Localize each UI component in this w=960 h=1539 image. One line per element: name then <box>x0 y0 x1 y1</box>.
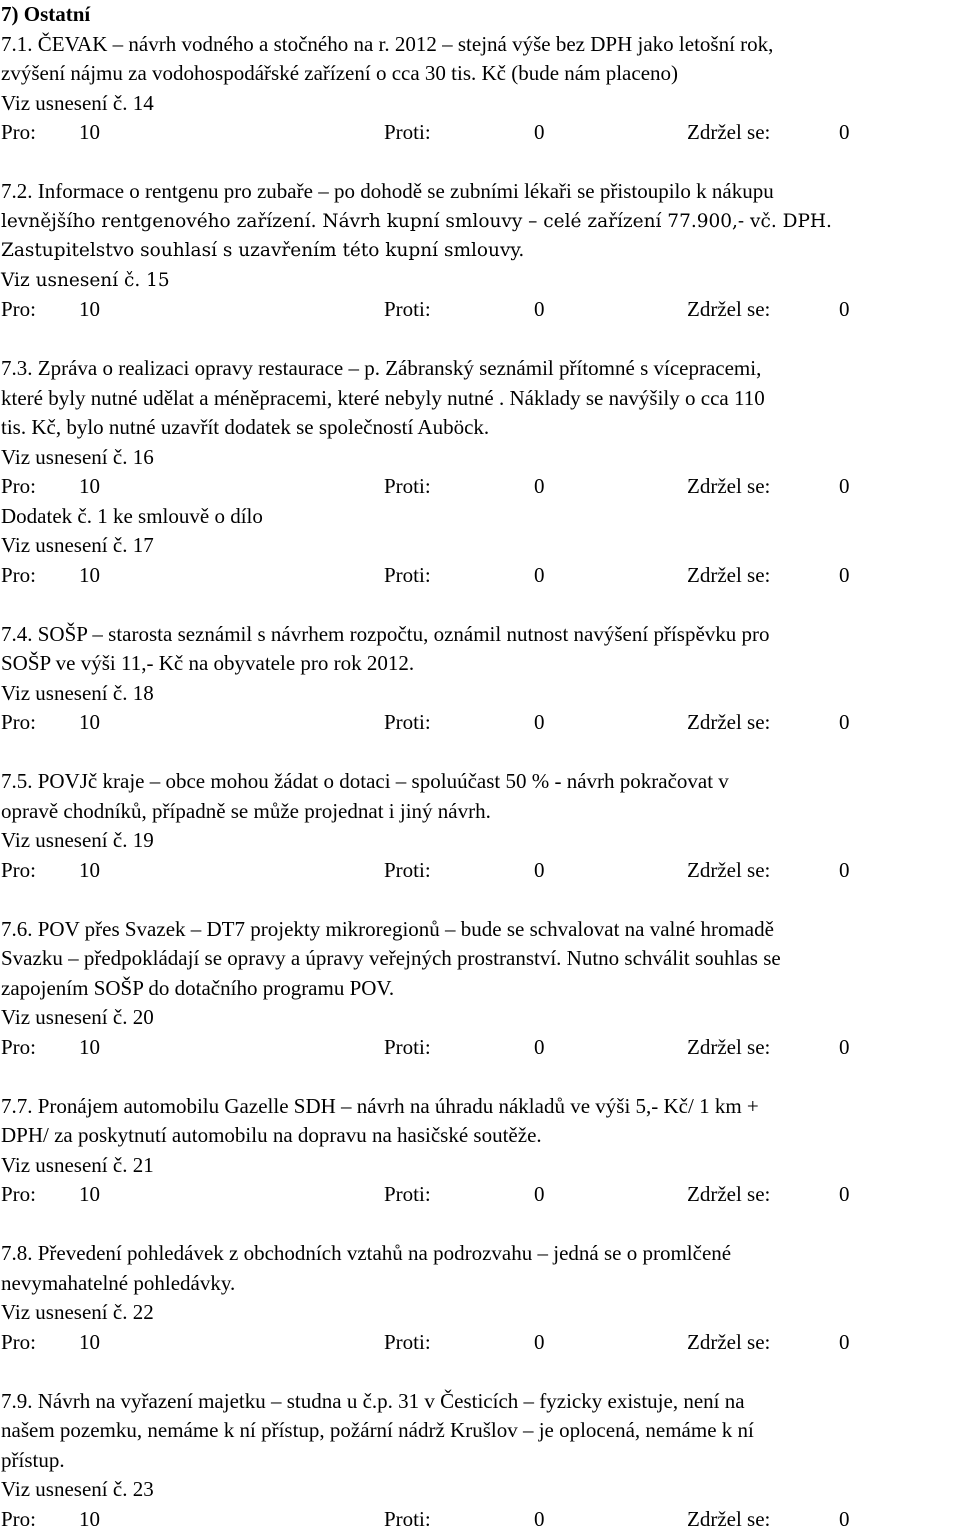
vote-row <box>1 708 959 738</box>
vote-proti-count: 0 <box>534 857 545 882</box>
resolution-ref: Viz usnesení č. 22 <box>1 1300 154 1324</box>
amendment-note: Dodatek č. 1 ke smlouvě o dílo <box>1 503 263 528</box>
vote-zdrzel-label: Zdržel se: <box>687 1182 771 1206</box>
vote-pro-count: 10 <box>79 1506 100 1531</box>
vote-proti-count: 0 <box>534 474 545 498</box>
resolution-ref: Viz usnesení č. 21 <box>1 1152 154 1177</box>
vote-pro-count: 10 <box>79 562 100 587</box>
spacer <box>1 885 959 915</box>
vote-row <box>1 1505 959 1535</box>
text-line: DPH/ za poskytnutí automobilu na dopravu na hasičské soutěže. <box>1 1123 542 1147</box>
text-line: levnějšího rentgenového zařízení. Návrh kupní smlouvy – celé zařízení 77.900,- vč. DPH. <box>1 210 832 232</box>
vote-proti-count: 0 <box>534 1034 545 1059</box>
section-heading: 7) Ostatní <box>1 2 91 26</box>
text-line: 7.8. Převedení pohledávek z obchodních vztahů na podrozvahu – jedná se o promlčené <box>1 1241 732 1265</box>
vote-row <box>1 118 959 148</box>
spacer <box>1 590 959 620</box>
spacer <box>1 738 959 768</box>
resolution-ref: Viz usnesení č. 23 <box>1 1477 154 1501</box>
text-line: 7.3. Zpráva o realizaci opravy restaurace – p. Zábranský seznámil přítomné s vícepracemi, <box>1 356 762 380</box>
vote-row <box>1 561 959 591</box>
vote-pro-label: Pro: <box>1 120 37 144</box>
vote-pro-count: 10 <box>79 1329 100 1354</box>
text-line: 7.4. SOŠP – starosta seznámil s návrhem rozpočtu, oznámil nutnost navýšení příspěvku pro <box>1 621 770 646</box>
agenda-item-text <box>1 1092 959 1151</box>
spacer <box>1 1357 959 1387</box>
resolution-ref: Viz usnesení č. 20 <box>1 1005 154 1029</box>
agenda-item <box>1 148 959 325</box>
vote-zdrzel-label: Zdržel se: <box>687 562 771 587</box>
agenda-item-text <box>1 354 959 443</box>
vote-proti-label: Proti: <box>384 120 431 144</box>
text-line: Svazku – předpokládají se opravy a úpravy veřejných prostranství. Nutno schválit souhlas se <box>1 946 781 970</box>
vote-zdrzel-count: 0 <box>839 710 850 734</box>
agenda-item <box>1 590 959 738</box>
vote-pro-label: Pro: <box>1 857 37 882</box>
vote-row <box>1 856 959 886</box>
agenda-item-text <box>1 177 959 266</box>
vote-row <box>1 1180 959 1210</box>
vote-pro-label: Pro: <box>1 1182 37 1206</box>
spacer <box>1 1062 959 1092</box>
text-line: zvýšení nájmu za vodohospodářské zařízení o cca 30 tis. Kč (bude nám placeno) <box>1 61 679 85</box>
text-line: 7.9. Návrh na vyřazení majetku – studna u č.p. 31 v Česticích – fyzicky existuje, není na <box>1 1388 745 1413</box>
vote-row <box>1 1328 959 1358</box>
vote-zdrzel-count: 0 <box>839 1182 850 1206</box>
vote-proti-count: 0 <box>534 710 545 734</box>
vote-zdrzel-count: 0 <box>839 1329 850 1354</box>
vote-proti-count: 0 <box>534 1182 545 1206</box>
vote-proti-count: 0 <box>534 562 545 587</box>
text-line: tis. Kč, bylo nutné uzavřít dodatek se společností Auböck. <box>1 415 490 439</box>
resolution-ref: Viz usnesení č. 16 <box>1 444 154 469</box>
vote-proti-label: Proti: <box>384 1506 431 1531</box>
vote-proti-label: Proti: <box>384 474 431 498</box>
vote-pro-count: 10 <box>79 857 100 882</box>
agenda-item-text <box>1 767 959 826</box>
vote-pro-count: 10 <box>79 297 100 321</box>
vote-row <box>1 472 959 502</box>
vote-proti-label: Proti: <box>384 297 431 321</box>
vote-zdrzel-label: Zdržel se: <box>687 857 771 882</box>
resolution-ref: Viz usnesení č. 17 <box>1 533 154 557</box>
text-line: nevymahatelné pohledávky. <box>1 1270 236 1295</box>
vote-pro-label: Pro: <box>1 562 37 587</box>
agenda-item <box>1 1210 959 1358</box>
agenda-item-text <box>1 30 959 89</box>
resolution-ref: Viz usnesení č. 14 <box>1 90 154 115</box>
vote-pro-count: 10 <box>79 1182 100 1206</box>
vote-zdrzel-label: Zdržel se: <box>687 1506 771 1531</box>
vote-zdrzel-count: 0 <box>839 474 850 498</box>
vote-pro-label: Pro: <box>1 297 37 321</box>
vote-proti-count: 0 <box>534 297 545 321</box>
vote-proti-count: 0 <box>534 120 545 144</box>
text-line: Zastupitelstvo souhlasí s uzavřením této kupní smlouvy. <box>1 240 525 261</box>
text-line: 7.7. Pronájem automobilu Gazelle SDH – návrh na úhradu nákladů ve výši 5,- Kč/ 1 km + <box>1 1093 759 1118</box>
text-line: zapojením SOŠP do dotačního programu POV. <box>1 975 395 1000</box>
vote-pro-label: Pro: <box>1 1034 37 1059</box>
vote-proti-label: Proti: <box>384 1329 431 1354</box>
agenda-item <box>1 30 959 148</box>
spacer <box>1 1210 959 1240</box>
agenda-item <box>1 1062 959 1210</box>
agenda-item <box>1 325 959 591</box>
vote-row <box>1 1033 959 1063</box>
text-line: SOŠP ve výši 11,- Kč na obyvatele pro rok 2012. <box>1 651 415 675</box>
vote-zdrzel-count: 0 <box>839 120 850 144</box>
vote-pro-label: Pro: <box>1 710 37 734</box>
vote-row <box>1 295 959 325</box>
vote-zdrzel-count: 0 <box>839 857 850 882</box>
vote-pro-count: 10 <box>79 1034 100 1059</box>
agenda-item-text <box>1 915 959 1004</box>
vote-proti-label: Proti: <box>384 710 431 734</box>
agenda-item <box>1 885 959 1062</box>
text-line: přístup. <box>1 1447 65 1472</box>
vote-pro-label: Pro: <box>1 1329 37 1354</box>
vote-pro-count: 10 <box>79 710 100 734</box>
resolution-ref: Viz usnesení č. 15 <box>1 269 170 291</box>
vote-zdrzel-label: Zdržel se: <box>687 120 771 144</box>
vote-pro-count: 10 <box>79 120 100 144</box>
spacer <box>1 325 959 355</box>
vote-zdrzel-label: Zdržel se: <box>687 710 771 734</box>
vote-zdrzel-count: 0 <box>839 297 850 321</box>
spacer <box>1 148 959 178</box>
text-line: 7.6. POV přes Svazek – DT7 projekty mikroregionů – bude se schvalovat na valné hromadě <box>1 916 774 941</box>
vote-proti-label: Proti: <box>384 857 431 882</box>
vote-pro-count: 10 <box>79 474 100 498</box>
vote-pro-label: Pro: <box>1 474 37 498</box>
vote-proti-label: Proti: <box>384 562 431 587</box>
vote-proti-count: 0 <box>534 1329 545 1354</box>
text-line: opravě chodníků, případně se může projednat i jiný návrh. <box>1 798 491 823</box>
vote-zdrzel-count: 0 <box>839 562 850 587</box>
agenda-item-text <box>1 1239 959 1298</box>
agenda-items <box>1 30 959 1535</box>
vote-zdrzel-label: Zdržel se: <box>687 474 771 498</box>
agenda-item-text <box>1 620 959 679</box>
text-line: které byly nutné udělat a méněpracemi, které nebyly nutné . Náklady se navýšily o cca 110 <box>1 385 765 410</box>
vote-zdrzel-label: Zdržel se: <box>687 1329 771 1354</box>
vote-proti-label: Proti: <box>384 1182 431 1206</box>
resolution-ref: Viz usnesení č. 19 <box>1 828 154 852</box>
text-line: 7.5. POVJč kraje – obce mohou žádat o dotaci – spoluúčast 50 % - návrh pokračovat v <box>1 769 729 793</box>
vote-zdrzel-label: Zdržel se: <box>687 297 771 321</box>
vote-zdrzel-count: 0 <box>839 1506 850 1531</box>
vote-pro-label: Pro: <box>1 1506 37 1531</box>
agenda-item-text <box>1 1387 959 1476</box>
agenda-item <box>1 738 959 886</box>
text-line: našem pozemku, nemáme k ní přístup, požární nádrž Krušlov – je oplocená, nemáme k ní <box>1 1418 754 1442</box>
text-line: 7.2. Informace o rentgenu pro zubaře – po dohodě se zubními lékaři se přistoupilo k nákupu <box>1 179 774 203</box>
vote-proti-count: 0 <box>534 1506 545 1531</box>
agenda-item <box>1 1357 959 1534</box>
vote-proti-label: Proti: <box>384 1034 431 1059</box>
resolution-ref: Viz usnesení č. 18 <box>1 680 154 705</box>
vote-zdrzel-label: Zdržel se: <box>687 1034 771 1059</box>
text-line: 7.1. ČEVAK – návrh vodného a stočného na r. 2012 – stejná výše bez DPH jako letošní rok, <box>1 31 774 56</box>
vote-zdrzel-count: 0 <box>839 1034 850 1059</box>
